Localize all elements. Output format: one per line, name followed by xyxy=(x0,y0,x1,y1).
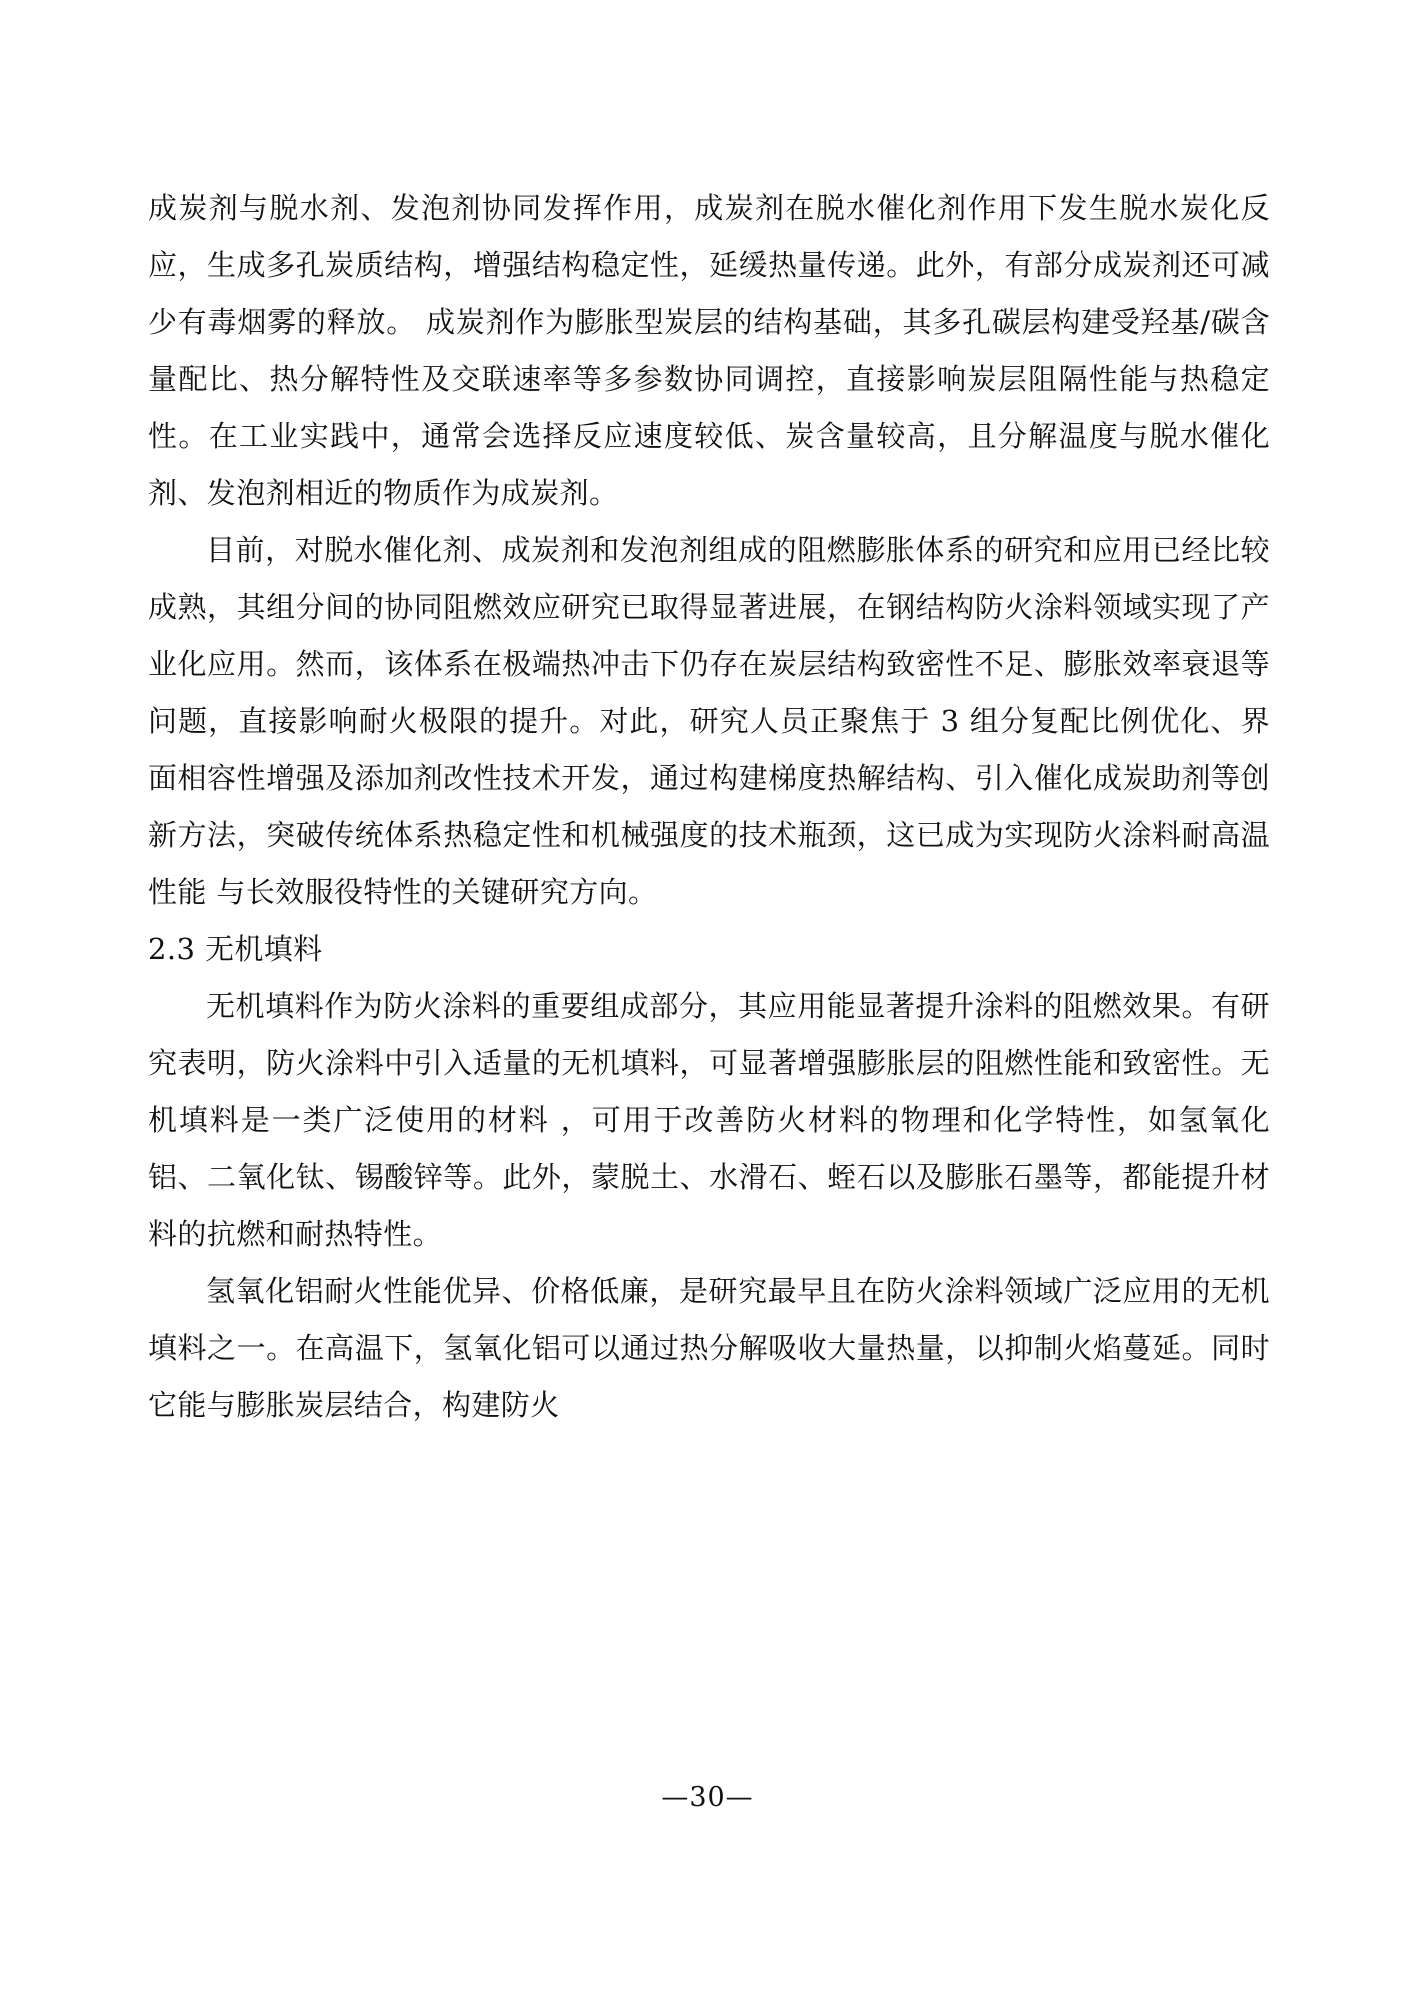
paragraph-1: 成炭剂与脱水剂、发泡剂协同发挥作用，成炭剂在脱水催化剂作用下发生脱水炭化反应，生成多孔炭质结构，增强结构稳定性，延缓热量传递。此外，有部分成炭剂还可减少有毒烟雾的释放。 成炭剂作为膨胀型炭层的结构基础，其多孔碳层构建受羟基/碳含量配比、热分解特性及交联速率等多参数协同调控，直接影响炭层阻隔性能与热稳定性。在工业实践中，通常会选择反应速度较低、炭含量较高，且分解温度与脱水催化剂、发泡剂相近的物质作为成炭剂。 xyxy=(148,191,1270,510)
paragraph-3: 无机填料作为防火涂料的重要组成部分，其应用能显著提升涂料的阻燃效果。有研究表明，防火涂料中引入适量的无机填料，可显著增强膨胀层的阻燃性能和致密性。无机填料是一类广泛使用的材料 ，可用于改善防火材料的物理和化学特性，如氢氧化铝、二氧化钛、锡酸锌等。此外，蒙脱土、水滑石、蛭石以及膨胀石墨等，都能提升材料的抗燃和耐热特性。 xyxy=(148,989,1270,1251)
paragraph-4: 氢氧化铝耐火性能优异、价格低廉，是研究最早且在防火涂料领域广泛应用的无机填料之一。在高温下，氢氧化铝可以通过热分解吸收大量热量，以抑制火焰蔓延。同时它能与膨胀炭层结合，构建防火 xyxy=(148,1274,1270,1422)
page-number: —30— xyxy=(661,1782,754,1813)
section-heading: 2.3 无机填料 xyxy=(148,932,323,966)
page-content xyxy=(148,180,1270,1434)
paragraph-2: 目前，对脱水催化剂、成炭剂和发泡剂组成的阻燃膨胀体系的研究和应用已经比较成熟，其组分间的协同阻燃效应研究已取得显著进展，在钢结构防火涂料领域实现了产业化应用。然而，该体系在极端热冲击下仍存在炭层结构致密性不足、膨胀效率衰退等问题，直接影响耐火极限的提升。对此，研究人员正聚焦于 3 组分复配比例优化、界面相容性增强及添加剂改性技术开发，通过构建梯度热解结构、引入催化成炭助剂等创新方法，突破传统体系热稳定性和机械强度的技术瓶颈，这已成为实现防火涂料耐高温性能 与长效服役特性的关键研究方向。 xyxy=(148,533,1270,909)
